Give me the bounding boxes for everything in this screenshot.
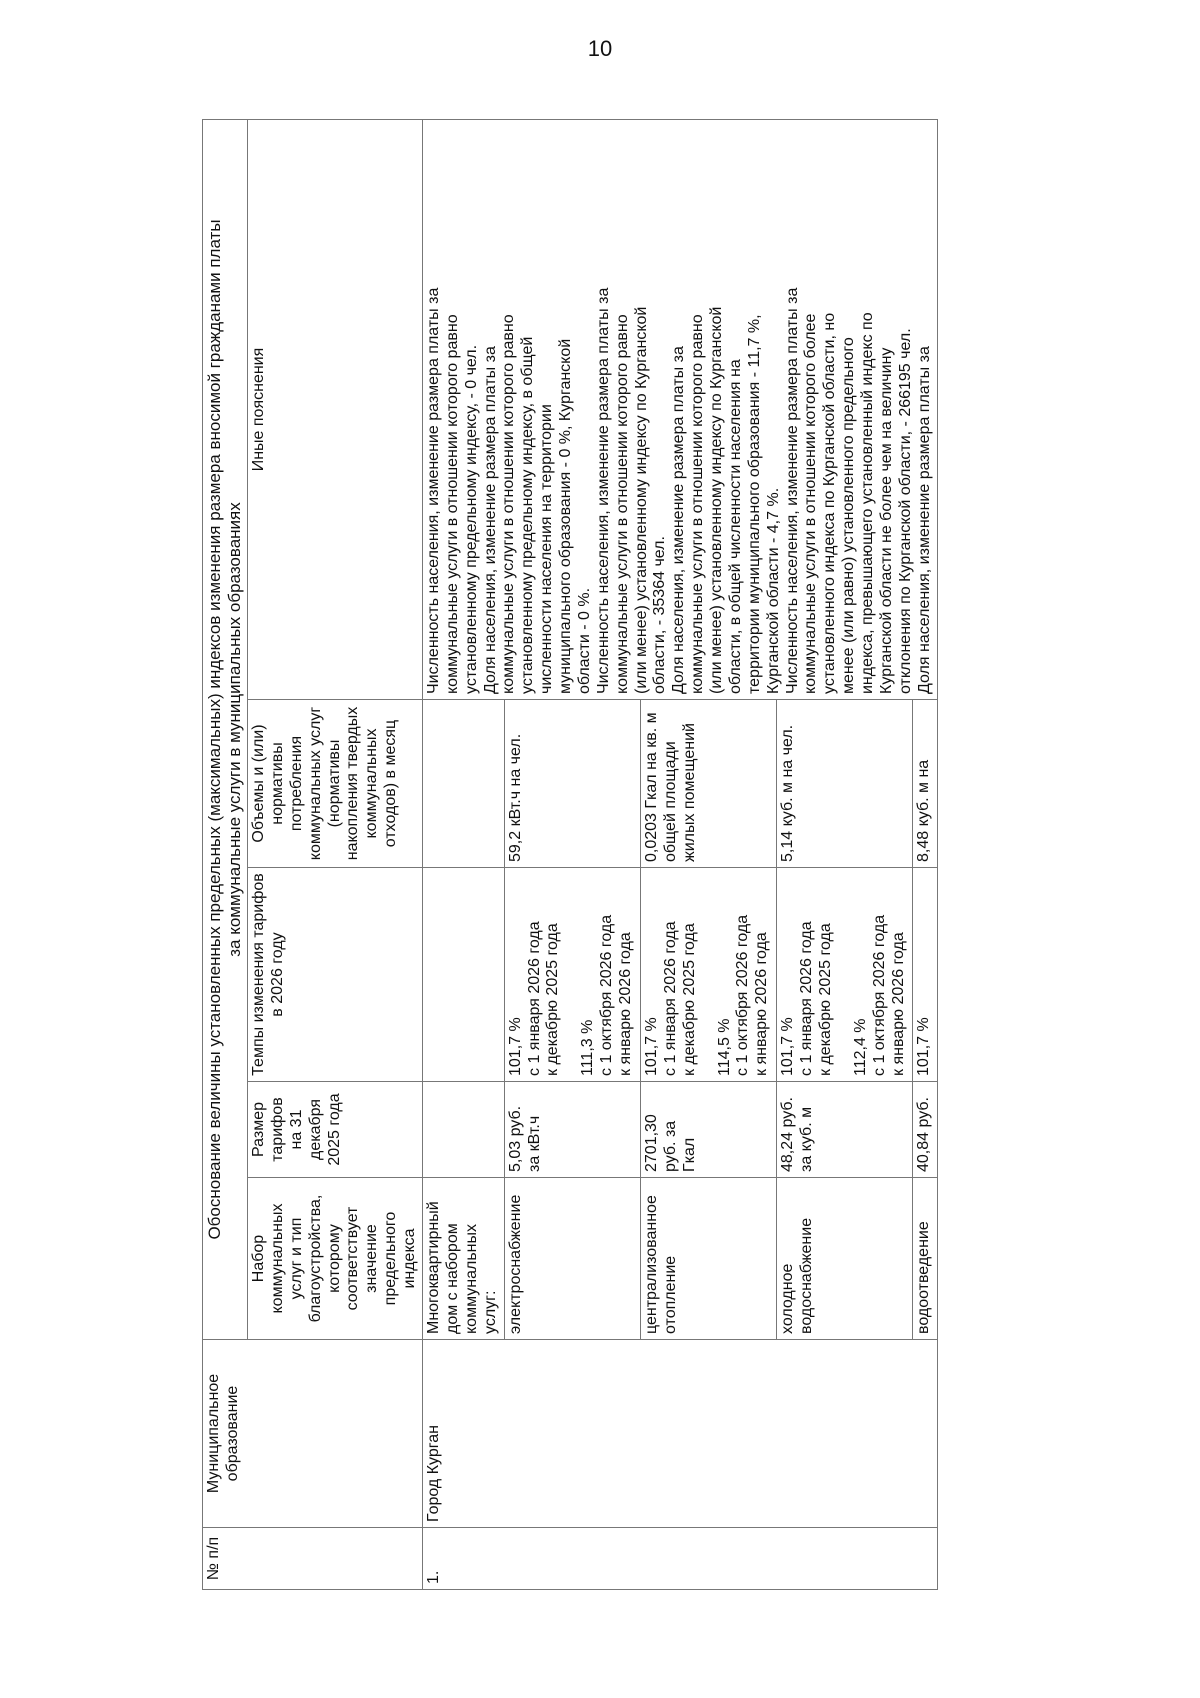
rate-line2: к декабрю 2025 года [816, 923, 834, 1076]
service-volume: 8,48 куб. м на [913, 700, 937, 868]
rate-pct: 111,3 % [579, 1019, 597, 1076]
rate-pct: 101,7 % [642, 1017, 660, 1076]
notes-line: области, в общей численности населения на [726, 359, 744, 694]
row-num: 1. [422, 1528, 937, 1590]
rate-line2: к январю 2026 года [889, 932, 907, 1076]
notes-line: менее (или равно) установленного предельного [840, 337, 858, 694]
service-volume: 59,2 кВт.ч на чел. [504, 700, 640, 868]
service-group-label: Многоквартирный дом с набором коммунальных услуг: [422, 1178, 504, 1340]
notes-line: установленного индекса по Курганской области, но [821, 312, 839, 694]
main-title-line1: Обоснование величины установленных предельных (максимальных) индексов изменения размера вносимой гражданами платы [205, 219, 224, 1240]
notes-line: индекса, превышающего установленный индекс по [859, 312, 877, 694]
notes-line: установленному предельному индексу, - 0 чел. [462, 344, 480, 694]
notes-line: территории муниципального образования - 11,7 %, [745, 314, 763, 694]
page-number: 10 [587, 36, 613, 61]
header-municipality: Муниципальное образование [203, 1340, 423, 1528]
service-name: электроснабжение [504, 1178, 640, 1340]
notes-line: коммунальные услуги в отношении которого равно [689, 314, 707, 694]
service-rates [777, 868, 913, 1082]
rate-line2: к январю 2026 года [753, 932, 771, 1076]
notes-line: области - 0 %. [575, 587, 593, 694]
service-name: водоотведение [913, 1178, 937, 1340]
header-tariff-size: Размер тарифов на 31 декабря 2025 года [248, 1082, 423, 1178]
rotated-table-wrapper [202, 120, 1092, 1590]
header-notes: Иные пояснения [248, 120, 423, 700]
notes-line: Доля населения, изменение размера платы за [915, 346, 933, 694]
rate-line2: к декабрю 2025 года [680, 923, 698, 1076]
header-main-title [203, 120, 248, 1340]
service-tariff: 48,24 руб. за куб. м [777, 1082, 913, 1178]
rate-line2: к январю 2026 года [617, 932, 635, 1076]
municipality-name: Город Курган [422, 1340, 937, 1528]
notes-line: отклонения по Курганской области, - 266195 чел. [896, 328, 914, 694]
notes-cell [422, 120, 937, 700]
rate-pct: 101,7 % [915, 1017, 933, 1076]
notes-line: области, - 35364 чел. [651, 536, 669, 694]
service-rates [504, 868, 640, 1082]
notes-line: Курганской области не более чем на величину [877, 347, 895, 694]
rate-line1: с 1 января 2026 года [798, 921, 815, 1076]
notes-line: коммунальные услуги в отношении которого равно [443, 314, 461, 694]
notes-line: (или менее) установленному индексу по Курганской [708, 306, 726, 694]
service-name: холодное водоснабжение [777, 1178, 913, 1340]
notes-line: Численность населения, изменение размера платы за [594, 287, 612, 694]
notes-line: численности населения на территории [538, 404, 556, 694]
rate-pct: 114,5 % [715, 1018, 733, 1076]
notes-line: Численность населения, изменение размера платы за [783, 287, 801, 694]
rate-line2: к декабрю 2025 года [544, 923, 562, 1076]
header-tariff-rates: Темпы изменения тарифов в 2026 году [248, 868, 423, 1082]
rate-line1: с 1 октября 2026 года [598, 914, 616, 1076]
service-name: централизованное отопление [640, 1178, 776, 1340]
notes-line: Курганской области - 4,7 %. [764, 487, 782, 694]
rate-pct: 112,4 % [851, 1018, 869, 1076]
notes-line: установленному предельному индексу, в общей [519, 336, 537, 694]
notes-line: коммунальные услуги в отношении которого равно [613, 314, 631, 694]
service-tariff: 40,84 руб. [913, 1082, 937, 1178]
header-num: № п/п [203, 1528, 423, 1590]
service-tariff: 5,03 руб. за кВт.ч [504, 1082, 640, 1178]
service-volume: 0,0203 Гкал на кв. м общей площади жилых помещений [640, 700, 776, 868]
notes-line: коммунальные услуги в отношении которого равно [500, 314, 518, 694]
table-row [422, 120, 504, 1590]
rate-pct: 101,7 % [779, 1017, 797, 1076]
rate-line1: с 1 января 2026 года [661, 921, 679, 1076]
rate-line1: с 1 января 2026 года [525, 921, 543, 1076]
main-title-line2: за коммунальные услуги в муниципальных образованиях [225, 502, 245, 957]
rate-line1: с 1 октября 2026 года [734, 914, 752, 1076]
notes-line: Доля населения, изменение размера платы за [670, 346, 688, 694]
notes-line: муниципального образования - 0 %, Курганской [557, 338, 575, 694]
notes-line: Доля населения, изменение размера платы за [481, 346, 499, 694]
tariff-index-table [202, 119, 938, 1590]
notes-line: (или менее) установленному индексу по Курганской [632, 306, 650, 694]
service-rates [640, 868, 776, 1082]
service-rates [913, 868, 937, 1082]
header-services-set: Набор коммунальных услуг и тип благоустройства, которому соответствует значение предельного индекса [248, 1178, 423, 1340]
notes-line: коммунальные услуги в отношении которого более [802, 313, 820, 694]
service-volume: 5,14 куб. м на чел. [777, 700, 913, 868]
header-volumes: Объемы и (или) нормативы потребления коммунальных услуг (нормативы накопления твердых коммунальных отходов) в месяц [248, 700, 423, 868]
rate-line1: с 1 октября 2026 года [870, 914, 888, 1076]
service-tariff: 2701,30 руб. за Гкал [640, 1082, 776, 1178]
notes-line: Численность населения, изменение размера платы за [424, 287, 442, 694]
rate-pct: 101,7 % [506, 1017, 524, 1076]
